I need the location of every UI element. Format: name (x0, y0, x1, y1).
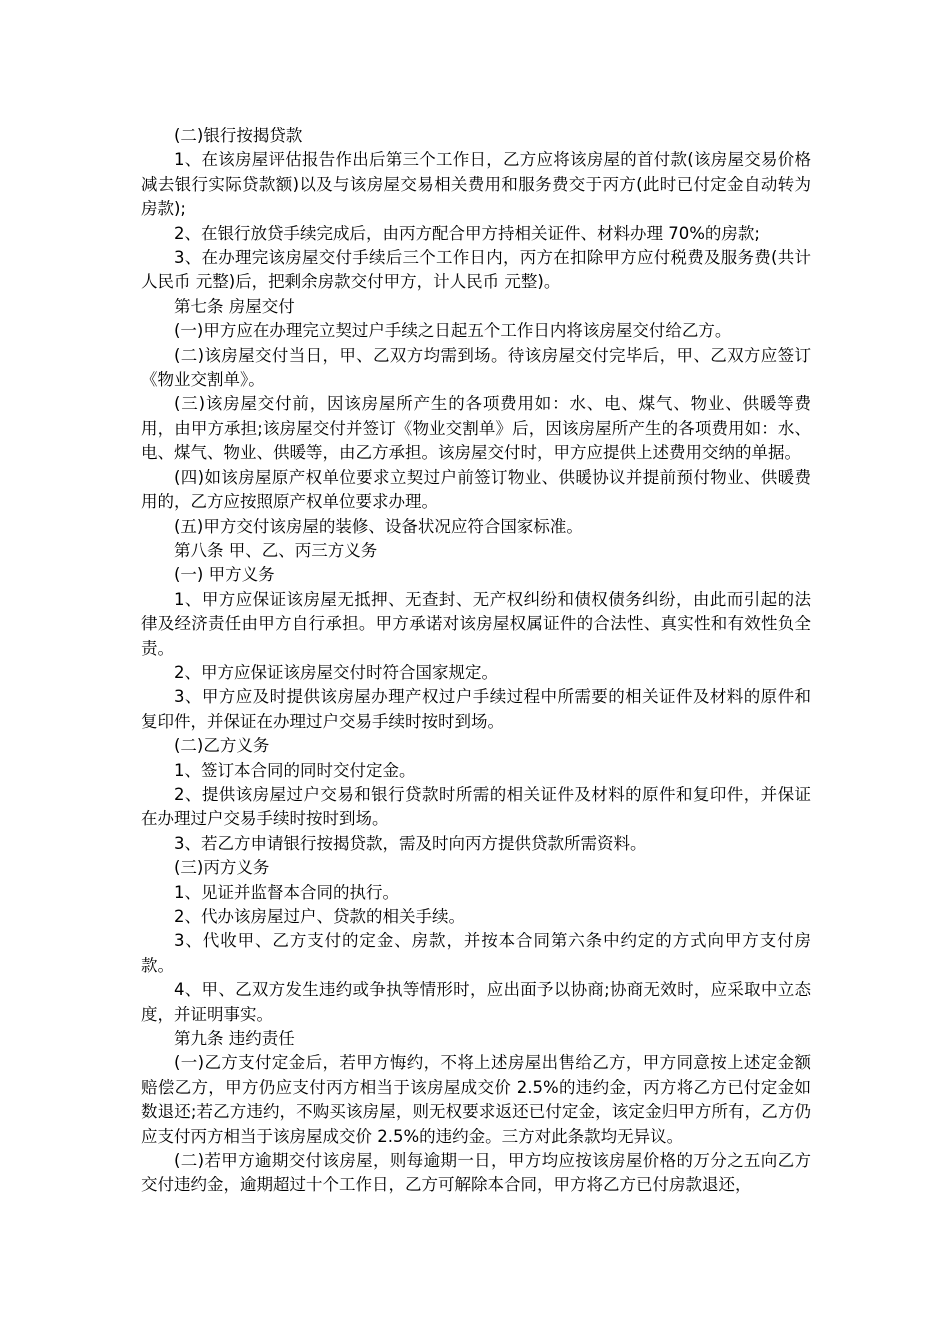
paragraph: (二)该房屋交付当日，甲、乙双方均需到场。待该房屋交付完毕后，甲、乙双方应签订《物业交割单》。 (141, 345, 811, 390)
paragraph: 2、提供该房屋过户交易和银行贷款时所需的相关证件及材料的原件和复印件，并保证在办理过户交易手续时按时到场。 (141, 784, 811, 829)
paragraph: 3、若乙方申请银行按揭贷款，需及时向丙方提供贷款所需资料。 (174, 833, 647, 853)
paragraph: 1、见证并监督本合同的执行。 (174, 882, 399, 902)
paragraph: (五)甲方交付该房屋的装修、设备状况应符合国家标准。 (174, 516, 583, 536)
paragraph: (一)乙方支付定金后，若甲方悔约，不将上述房屋出售给乙方，甲方同意按上述定金额赔偿乙方，甲方仍应支付丙方相当于该房屋成交价 2.5%的违约金，丙方将乙方已付定金如数退还;若乙方违约，不购买该房屋，则无权要求返还已付定金，该定金归甲方所有，乙方仍应支付丙方相当于该房屋成交价 2.5%的违约金。三方对此条款均无异议。 (141, 1053, 811, 1146)
article-heading: 第八条 甲、乙、丙三方义务 (174, 540, 378, 560)
section-heading: (二)乙方义务 (174, 736, 270, 756)
paragraph: (四)如该房屋原产权单位要求立契过户前签订物业、供暖协议并提前预付物业、供暖费用的，乙方应按照原产权单位要求办理。 (141, 467, 811, 512)
paragraph: 2、代办该房屋过户、贷款的相关手续。 (174, 907, 465, 926)
paragraph: 4、甲、乙双方发生违约或争执等情形时，应出面予以协商;协商无效时，应采取中立态度，并证明事实。 (141, 980, 811, 1024)
paragraph: (三)该房屋交付前，因该房屋所产生的各项费用如：水、电、煤气、物业、供暖等费用，由甲方承担;该房屋交付并签订《物业交割单》后，因该房屋所产生的各项费用如：水、电、煤气、物业、供暖等，由乙方承担。该房屋交付时，甲方应提供上述费用交纳的单据。 (141, 394, 811, 463)
paragraph: (二)若甲方逾期交付该房屋，则每逾期一日，甲方均应按该房屋价格的万分之五向乙方交付违约金，逾期超过十个工作日，乙方可解除本合同，甲方将乙方已付房款退还， (141, 1151, 811, 1195)
section-heading: (二)银行按揭贷款 (174, 126, 303, 145)
paragraph: 3、代收甲、乙方支付的定金、房款，并按本合同第六条中约定的方式向甲方支付房款。 (141, 931, 811, 975)
article-heading: 第九条 违约责任 (174, 1029, 295, 1049)
paragraph: 3、甲方应及时提供该房屋办理产权过户手续过程中所需要的相关证件及材料的原件和复印件，并保证在办理过户交易手续时按时到场。 (141, 687, 811, 731)
paragraph: 1、甲方应保证该房屋无抵押、无查封、无产权纠纷和债权债务纠纷，由此而引起的法律及经济责任由甲方自行承担。甲方承诺对该房屋权属证件的合法性、真实性和有效性负全责。 (141, 589, 811, 658)
section-heading: (一) 甲方义务 (174, 565, 275, 585)
paragraph: 1、签订本合同的同时交付定金。 (174, 760, 416, 780)
paragraph: 2、甲方应保证该房屋交付时符合国家规定。 (174, 662, 498, 682)
paragraph: 2、在银行放贷手续完成后，由丙方配合甲方持相关证件、材料办理 70%的房款; (174, 223, 760, 243)
document-body (141, 124, 811, 1198)
paragraph: 3、在办理完该房屋交付手续后三个工作日内，丙方在扣除甲方应付税费及服务费(共计人民币 元整)后，把剩余房款交付甲方，计人民币 元整)。 (141, 248, 811, 292)
article-heading: 第七条 房屋交付 (174, 296, 295, 316)
section-heading: (三)丙方义务 (174, 858, 270, 878)
paragraph: (一)甲方应在办理完立契过户手续之日起五个工作日内将该房屋交付给乙方。 (174, 321, 732, 341)
paragraph: 1、在该房屋评估报告作出后第三个工作日，乙方应将该房屋的首付款(该房屋交易价格减去银行实际贷款额)以及与该房屋交易相关费用和服务费交于丙方(此时已付定金自动转为房款); (141, 150, 811, 219)
